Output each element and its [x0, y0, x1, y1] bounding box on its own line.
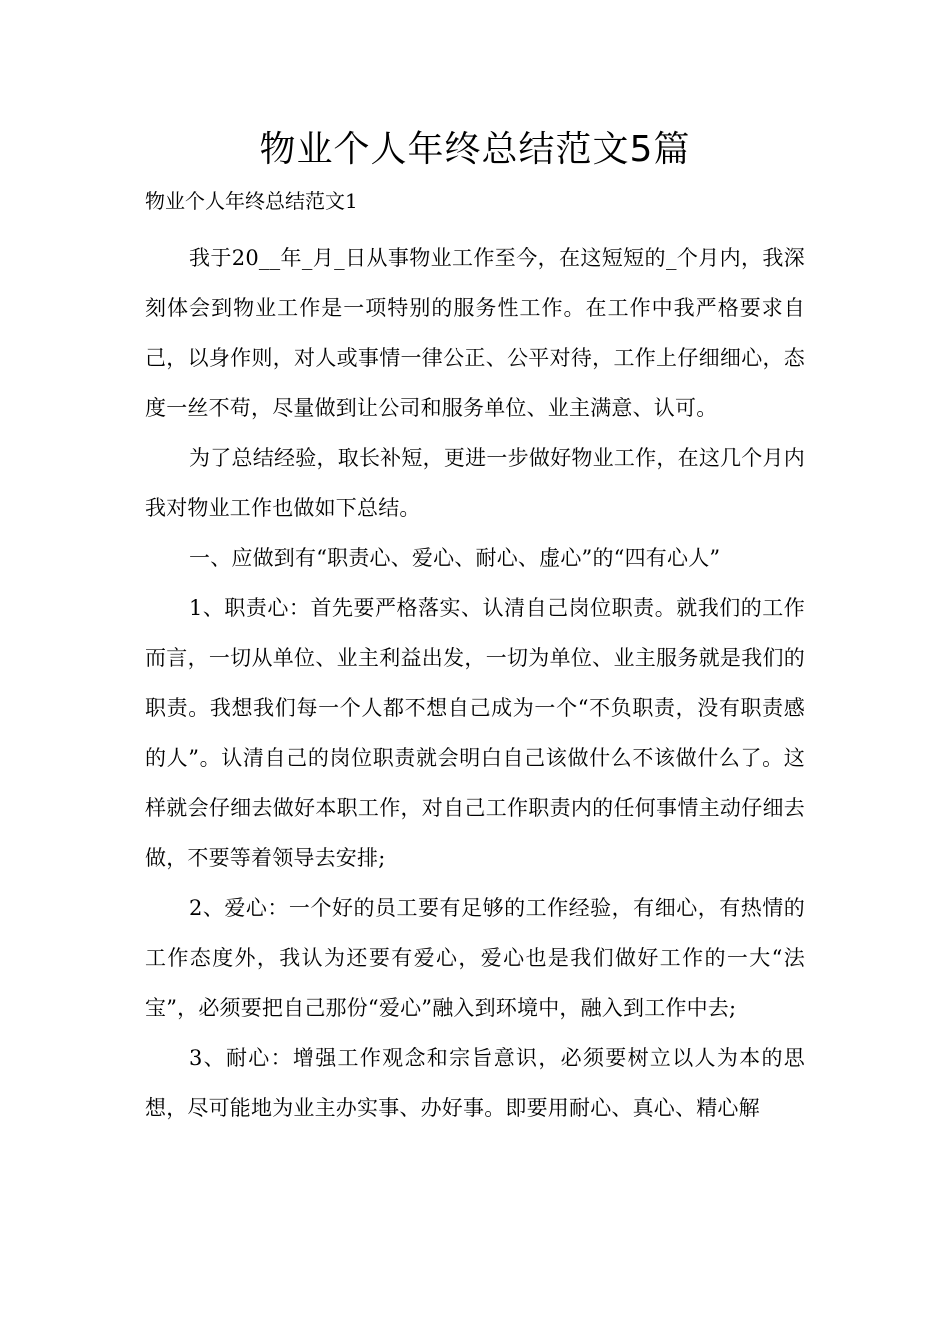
- document-subtitle: 物业个人年终总结范文1: [145, 189, 358, 213]
- paragraph-1: 我于20__年_月_日从事物业工作至今，在这短短的_个月内，我深刻体会到物业工作是一项特别的服务性工作。在工作中我严格要求自己，以身作则，对人或事情一律公正、公平对待，工作上仔细细心，态度一丝不苟，尽量做到让公司和服务单位、业主满意、认可。: [145, 246, 805, 420]
- paragraph-responsibility: 1、职责心：首先要严格落实、认清自己岗位职责。就我们的工作而言，一切从单位、业主利益出发，一切为单位、业主服务就是我们的职责。我想我们每一个人都不想自己成为一个“不负职责，没有职责感的人”。认清自己的岗位职责就会明白自己该做什么不该做什么了。这样就会仔细去做好本职工作，对自己工作职责内的任何事情主动仔细去做，不要等着领导去安排;: [145, 596, 805, 870]
- paragraph-love: 2、爱心：一个好的员工要有足够的工作经验，有细心，有热情的工作态度外，我认为还要有爱心，爱心也是我们做好工作的一大“法宝”，必须要把自己那份“爱心”融入到环境中，融入到工作中去;: [145, 896, 805, 1020]
- document-title: 物业个人年终总结范文5篇: [259, 129, 691, 170]
- document-body: [145, 233, 805, 1133]
- section-heading: 一、应做到有“职责心、爱心、耐心、虚心”的“四有心人”: [189, 546, 721, 570]
- paragraph-2: 为了总结经验，取长补短，更进一步做好物业工作，在这几个月内我对物业工作也做如下总结。: [145, 446, 805, 520]
- paragraph-patience: 3、耐心：增强工作观念和宗旨意识，必须要树立以人为本的思想，尽可能地为业主办实事、办好事。即要用耐心、真心、精心解: [145, 1046, 805, 1120]
